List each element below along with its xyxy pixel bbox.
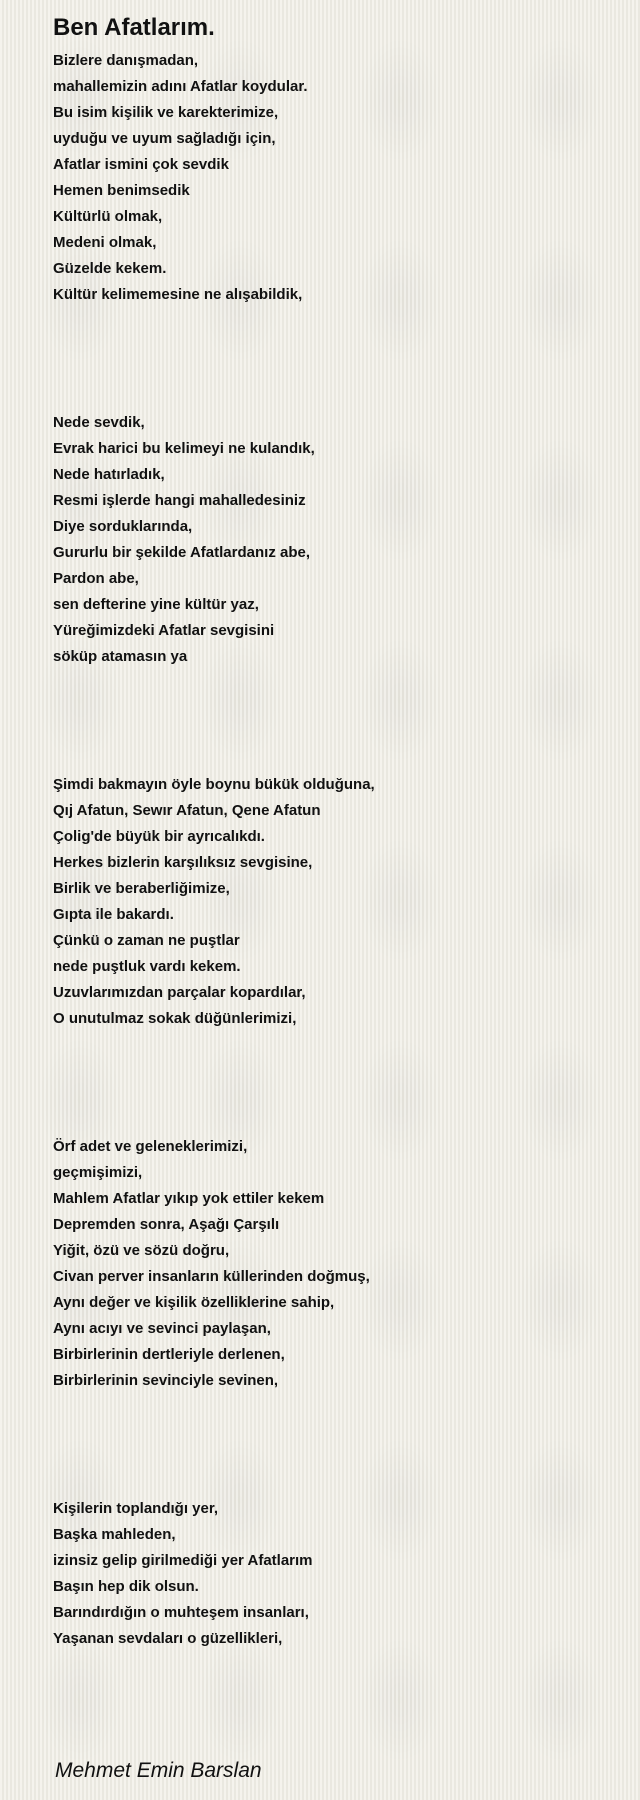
poem-body: [53, 48, 613, 1756]
poem-line: Herkes bizlerin karşılıksız sevgisine,: [53, 854, 313, 871]
poem-stanza: [53, 48, 613, 308]
poem-line: uyduğu ve uyum sağladığı için,: [53, 130, 276, 147]
poem-line: Kültürlü olmak,: [53, 208, 163, 225]
poem-line: Şimdi bakmayın öyle boynu bükük olduğuna,: [53, 776, 375, 793]
poem-author: Mehmet Emin Barslan: [55, 1759, 262, 1782]
poem-line: nede puştluk vardı kekem.: [53, 958, 241, 975]
stanza-spacer: [53, 1394, 613, 1496]
poem-line: O unutulmaz sokak düğünlerimizi,: [53, 1010, 297, 1027]
poem-line: sen defterine yine kültür yaz,: [53, 596, 259, 613]
poem-line: Kişilerin toplandığı yer,: [53, 1500, 219, 1517]
stanza-spacer: [53, 1032, 613, 1134]
poem-line: Çünkü o zaman ne puştlar: [53, 932, 240, 949]
poem-line: Birlik ve beraberliğimize,: [53, 880, 230, 897]
poem-line: Aynı acıyı ve sevinci paylaşan,: [53, 1320, 271, 1337]
poem-line: geçmişimizi,: [53, 1164, 143, 1181]
poem-line: Barındırdığın o muhteşem insanları,: [53, 1604, 309, 1621]
poem-stanza: [53, 1134, 613, 1394]
poem-line: Qıj Afatun, Sewır Afatun, Qene Afatun: [53, 802, 321, 819]
poem-line: Civan perver insanların küllerinden doğmuş,: [53, 1268, 370, 1285]
stanza-spacer: [53, 308, 613, 410]
poem-line: Pardon abe,: [53, 570, 139, 587]
poem-line: Diye sorduklarında,: [53, 518, 193, 535]
poem-line: Bizlere danışmadan,: [53, 52, 199, 69]
poem-line: Birbirlerinin sevinciyle sevinen,: [53, 1372, 279, 1389]
poem-line: Çolig'de büyük bir ayrıcalıkdı.: [53, 828, 265, 845]
poem-line: mahallemizin adını Afatlar koydular.: [53, 78, 308, 95]
poem-line: Kültür kelimemesine ne alışabildik,: [53, 286, 303, 303]
poem-line: Başın hep dik olsun.: [53, 1578, 199, 1595]
poem-line: Depremden sonra, Aşağı Çarşılı: [53, 1216, 280, 1233]
poem-line: Yaşanan sevdaları o güzellikleri,: [53, 1630, 283, 1647]
poem-line: Mahlem Afatlar yıkıp yok ettiler kekem: [53, 1190, 325, 1207]
poem-line: Resmi işlerde hangi mahalledesiniz: [53, 492, 306, 509]
poem-stanza: [53, 772, 613, 1032]
poem-line: Nede sevdik,: [53, 414, 145, 431]
poem-line: Güzelde kekem.: [53, 260, 167, 277]
poem-line: Yiğit, özü ve sözü doğru,: [53, 1242, 230, 1259]
poem-line: Aynı değer ve kişilik özelliklerine sahip,: [53, 1294, 335, 1311]
poem-stanza: [53, 1496, 613, 1652]
poem-line: Gıpta ile bakardı.: [53, 906, 174, 923]
poem-line: Örf adet ve geleneklerimizi,: [53, 1138, 248, 1155]
poem-line: Bu isim kişilik ve karekterimize,: [53, 104, 279, 121]
poem-line: Gururlu bir şekilde Afatlardanız abe,: [53, 544, 311, 561]
poem-stanza: [53, 410, 613, 670]
poem-line: Başka mahleden,: [53, 1526, 176, 1543]
stanza-spacer: [53, 1652, 613, 1756]
poem-line: Birbirlerinin dertleriyle derlenen,: [53, 1346, 285, 1363]
poem-line: Medeni olmak,: [53, 234, 157, 251]
poem-line: Nede hatırladık,: [53, 466, 165, 483]
stanza-spacer: [53, 670, 613, 772]
poem-page: [53, 10, 613, 1786]
poem-line: Evrak harici bu kelimeyi ne kulandık,: [53, 440, 315, 457]
poem-line: söküp atamasın ya: [53, 648, 188, 665]
poem-line: izinsiz gelip girilmediği yer Afatlarım: [53, 1552, 313, 1569]
poem-title: Ben Afatlarım.: [53, 14, 215, 41]
poem-line: Hemen benimsedik: [53, 182, 190, 199]
poem-line: Afatlar ismini çok sevdik: [53, 156, 229, 173]
poem-line: Uzuvlarımızdan parçalar kopardılar,: [53, 984, 306, 1001]
poem-line: Yüreğimizdeki Afatlar sevgisini: [53, 622, 275, 639]
